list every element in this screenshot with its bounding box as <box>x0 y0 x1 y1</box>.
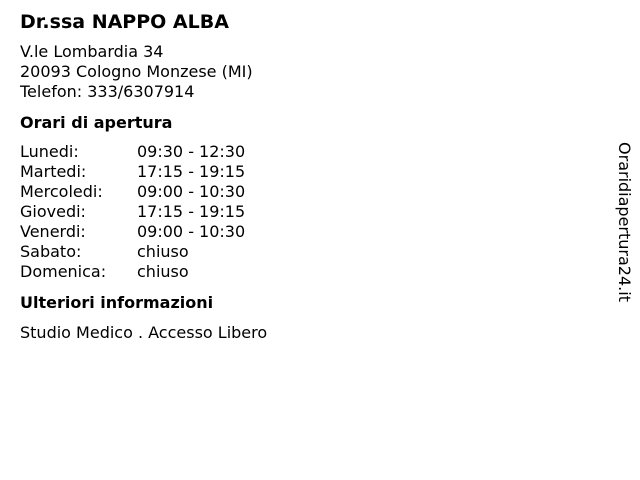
info-heading: Ulteriori informazioni <box>20 293 214 312</box>
hours-heading: Orari di apertura <box>20 113 173 132</box>
day-label: Domenica: <box>20 262 107 281</box>
business-name: Dr.ssa NAPPO ALBA <box>20 11 229 33</box>
info-text: Studio Medico . Accesso Libero <box>20 323 268 342</box>
day-label: Martedi: <box>20 162 87 181</box>
hours-row-sunday <box>20 262 590 282</box>
time-value: chiuso <box>137 262 189 281</box>
time-value: 17:15 - 19:15 <box>137 162 246 181</box>
day-label: Lunedi: <box>20 142 79 161</box>
day-label: Sabato: <box>20 242 82 261</box>
hours-row-saturday <box>20 242 590 262</box>
opening-hours-list <box>20 142 590 282</box>
time-value: 09:00 - 10:30 <box>137 222 246 241</box>
day-label: Mercoledi: <box>20 182 103 201</box>
address-block <box>20 42 590 102</box>
day-label: Giovedi: <box>20 202 86 221</box>
site-watermark: Oraridiapertura24.it <box>615 142 634 302</box>
time-value: 17:15 - 19:15 <box>137 202 246 221</box>
day-label: Venerdi: <box>20 222 86 241</box>
address-city: 20093 Cologno Monzese (MI) <box>20 62 253 81</box>
hours-row-friday <box>20 222 590 242</box>
hours-row-tuesday <box>20 162 590 182</box>
hours-row-monday <box>20 142 590 162</box>
phone-number: Telefon: 333/6307914 <box>20 82 195 101</box>
time-value: 09:30 - 12:30 <box>137 142 246 161</box>
hours-row-thursday <box>20 202 590 222</box>
time-value: chiuso <box>137 242 189 261</box>
business-card <box>20 10 590 343</box>
time-value: 09:00 - 10:30 <box>137 182 246 201</box>
hours-row-wednesday <box>20 182 590 202</box>
address-street: V.le Lombardia 34 <box>20 42 164 61</box>
